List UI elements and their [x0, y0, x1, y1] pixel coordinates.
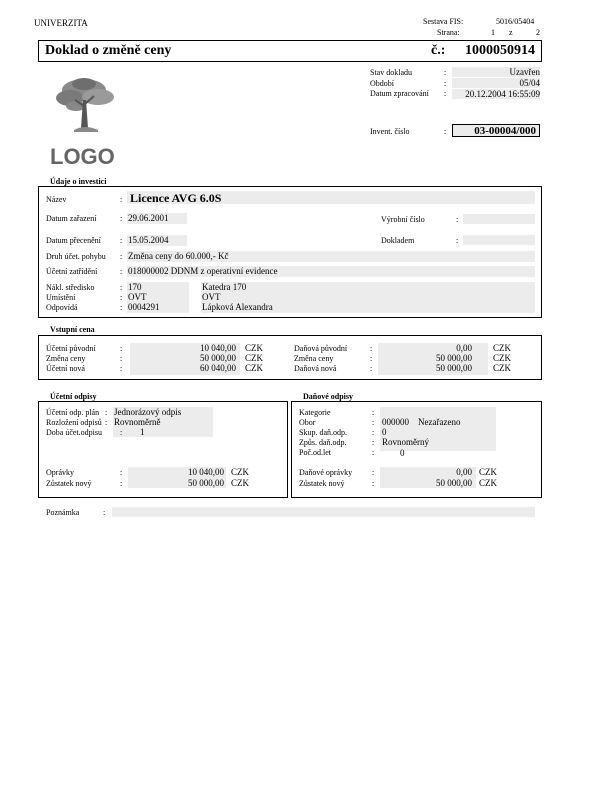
zustatek-value: 50 000,00 — [188, 478, 224, 488]
zatrideni-label: Účetní zatřídění — [46, 267, 98, 276]
invent-value: 03-00004/000 — [474, 125, 536, 137]
currency-label: CZK — [493, 353, 511, 363]
currency-label: CZK — [493, 363, 511, 373]
ucetni-nova-label: Účetní nová — [46, 364, 85, 373]
odpovida-code: 0004291 — [128, 302, 160, 312]
strana-sep: z — [509, 28, 513, 37]
colon: : — [120, 344, 123, 353]
opravky-label: Oprávky — [46, 468, 74, 477]
section-title-ucetni-odpisy: Účetní odpisy — [50, 392, 97, 401]
colon: : — [456, 236, 459, 245]
doba-label: Doba účet.odpisu — [46, 428, 102, 437]
colon: : — [120, 303, 123, 312]
danova-puvodni-value: 0,00 — [456, 343, 472, 353]
ucetni-puvodni-label: Účetní původní — [46, 344, 96, 353]
colon: : — [120, 252, 123, 261]
nazev-value: Licence AVG 6.0S — [130, 191, 222, 205]
currency-label: CZK — [479, 467, 497, 477]
danove-opravky-label: Daňové oprávky — [299, 468, 353, 477]
umisteni-label: Umístění — [46, 293, 76, 302]
logo-text: LOGO — [50, 144, 115, 169]
druh-pohybu-label: Druh účet. pohybu — [46, 252, 106, 261]
currency-label: CZK — [493, 343, 511, 353]
university-name: UNIVERZITA — [34, 18, 88, 28]
danova-nova-label: Daňová nová — [294, 364, 337, 373]
strana-current: 1 — [491, 28, 495, 37]
currency-label: CZK — [245, 353, 263, 363]
colon: : — [120, 283, 123, 292]
currency-label: CZK — [479, 478, 497, 488]
odp-plan-label: Účetní odp. plán — [46, 408, 100, 417]
poznamka-label: Poznámka — [46, 508, 80, 517]
stredisko-code: 170 — [128, 282, 142, 292]
colon: : — [120, 267, 123, 276]
colon: : — [120, 195, 123, 204]
poc-let-label: Poč.od.let — [299, 448, 331, 457]
dokladem-field — [463, 235, 535, 245]
stredisko-label: Nákl. středisko — [46, 283, 95, 292]
datum-zpracovani-value: 20.12.2004 16:55:09 — [465, 89, 540, 99]
umisteni-code: OVT — [128, 292, 147, 302]
colon: : — [372, 408, 375, 417]
currency-label: CZK — [245, 363, 263, 373]
datum-zpracovani-label: Datum zpracování — [370, 89, 429, 98]
colon: : — [120, 428, 123, 437]
obdobi-label: Období — [370, 79, 394, 88]
sestava-label: Sestava FIS: — [423, 17, 464, 26]
colon: : — [444, 68, 447, 77]
danova-nova-value: 50 000,00 — [436, 363, 472, 373]
vyrobni-cislo-label: Výrobní číslo — [381, 215, 425, 224]
skup-label: Skup. daň.odp. — [299, 428, 347, 437]
colon: : — [120, 354, 123, 363]
danova-zmena-value: 50 000,00 — [436, 353, 472, 363]
invent-label: Invent. číslo — [370, 127, 410, 136]
colon: : — [120, 236, 123, 245]
colon: : — [444, 89, 447, 98]
datum-preceneni-value: 15.05.2004 — [128, 235, 169, 245]
danova-puvodni-label: Daňová původní — [294, 344, 348, 353]
zmena-ceny-value: 50 000,00 — [200, 353, 236, 363]
colon: : — [105, 418, 108, 427]
colon: : — [456, 215, 459, 224]
odpovida-name: Lápková Alexandra — [202, 302, 273, 312]
currency-label: CZK — [231, 478, 249, 488]
obor-label: Obor — [299, 418, 316, 427]
colon: : — [372, 438, 375, 447]
odp-plan-value: Jednorázový odpis — [114, 407, 182, 417]
obdobi-value: 05/04 — [519, 78, 540, 88]
dokladem-label: Dokladem — [381, 236, 415, 245]
datum-preceneni-label: Datum přecenění — [46, 236, 101, 245]
poc-let-value: 0 — [400, 448, 405, 458]
strana-total: 2 — [536, 28, 540, 37]
poznamka-field — [112, 507, 535, 517]
skup-value: 0 — [382, 427, 387, 437]
colon: : — [103, 508, 106, 517]
colon: : — [372, 468, 375, 477]
danovy-zustatek-label: Zůstatek nový — [299, 479, 345, 488]
colon: : — [444, 127, 447, 136]
colon: : — [444, 79, 447, 88]
umisteni-name: OVT — [202, 292, 221, 302]
doba-value: 1 — [140, 427, 145, 437]
danove-opravky-value: 0,00 — [456, 467, 472, 477]
stav-label: Stav dokladu — [370, 68, 412, 77]
colon: : — [372, 448, 375, 457]
vyrobni-cislo-field — [463, 214, 535, 224]
colon: : — [105, 408, 108, 417]
strana-label: Strana: — [437, 28, 460, 37]
ucetni-puvodni-value: 10 040,00 — [200, 343, 236, 353]
zatrideni-value: 018000002 DDNM z operativní evidence — [128, 266, 278, 276]
currency-label: CZK — [245, 343, 263, 353]
sestava-value: 5016/05404 — [496, 17, 535, 26]
ucetni-nova-value: 60 040,00 — [200, 363, 236, 373]
stav-value: Uzavřen — [509, 67, 540, 77]
colon: : — [370, 344, 373, 353]
zpus-value: Rovnoměrný — [382, 437, 429, 447]
zmena-ceny-label: Změna ceny — [46, 354, 86, 363]
section-title-investice: Údaje o investici — [50, 177, 107, 186]
danovy-zustatek-value: 50 000,00 — [436, 478, 472, 488]
document-number: 1000050914 — [465, 43, 535, 58]
colon: : — [372, 479, 375, 488]
obor-value: Nezařazeno — [418, 417, 461, 427]
currency-label: CZK — [231, 467, 249, 477]
druh-pohybu-value: Změna ceny do 60.000,- Kč — [128, 251, 229, 261]
zpus-label: Způs. daň.odp. — [299, 438, 347, 447]
odpovida-label: Odpovídá — [46, 303, 78, 312]
colon: : — [120, 479, 123, 488]
colon: : — [372, 428, 375, 437]
colon: : — [372, 418, 375, 427]
obor-code: 000000 — [382, 417, 409, 427]
datum-zarazeni-value: 29.06.2001 — [128, 213, 169, 223]
kategorie-label: Kategorie — [299, 408, 331, 417]
colon: : — [120, 468, 123, 477]
opravky-value: 10 040,00 — [188, 467, 224, 477]
tree-logo-icon — [50, 72, 120, 138]
invent-box — [452, 124, 540, 137]
rozlozeni-value: Rovnoměrně — [114, 417, 161, 427]
datum-zarazeni-label: Datum zařazení — [46, 214, 97, 223]
colon: : — [370, 364, 373, 373]
rozlozeni-label: Rozložení odpisů — [46, 418, 102, 427]
section-title-vstupni-cena: Vstupní cena — [50, 325, 95, 334]
danova-zmena-label: Změna ceny — [294, 354, 334, 363]
stredisko-name: Katedra 170 — [202, 282, 247, 292]
colon: : — [370, 354, 373, 363]
title-box — [38, 40, 542, 62]
nazev-label: Název — [46, 195, 67, 204]
document-number-label: č.: — [431, 43, 446, 58]
colon: : — [120, 214, 123, 223]
zustatek-label: Zůstatek nový — [46, 479, 92, 488]
section-title-danove-odpisy: Daňové odpisy — [303, 392, 354, 401]
colon: : — [120, 293, 123, 302]
colon: : — [120, 364, 123, 373]
document-title: Doklad o změně ceny — [45, 43, 172, 58]
